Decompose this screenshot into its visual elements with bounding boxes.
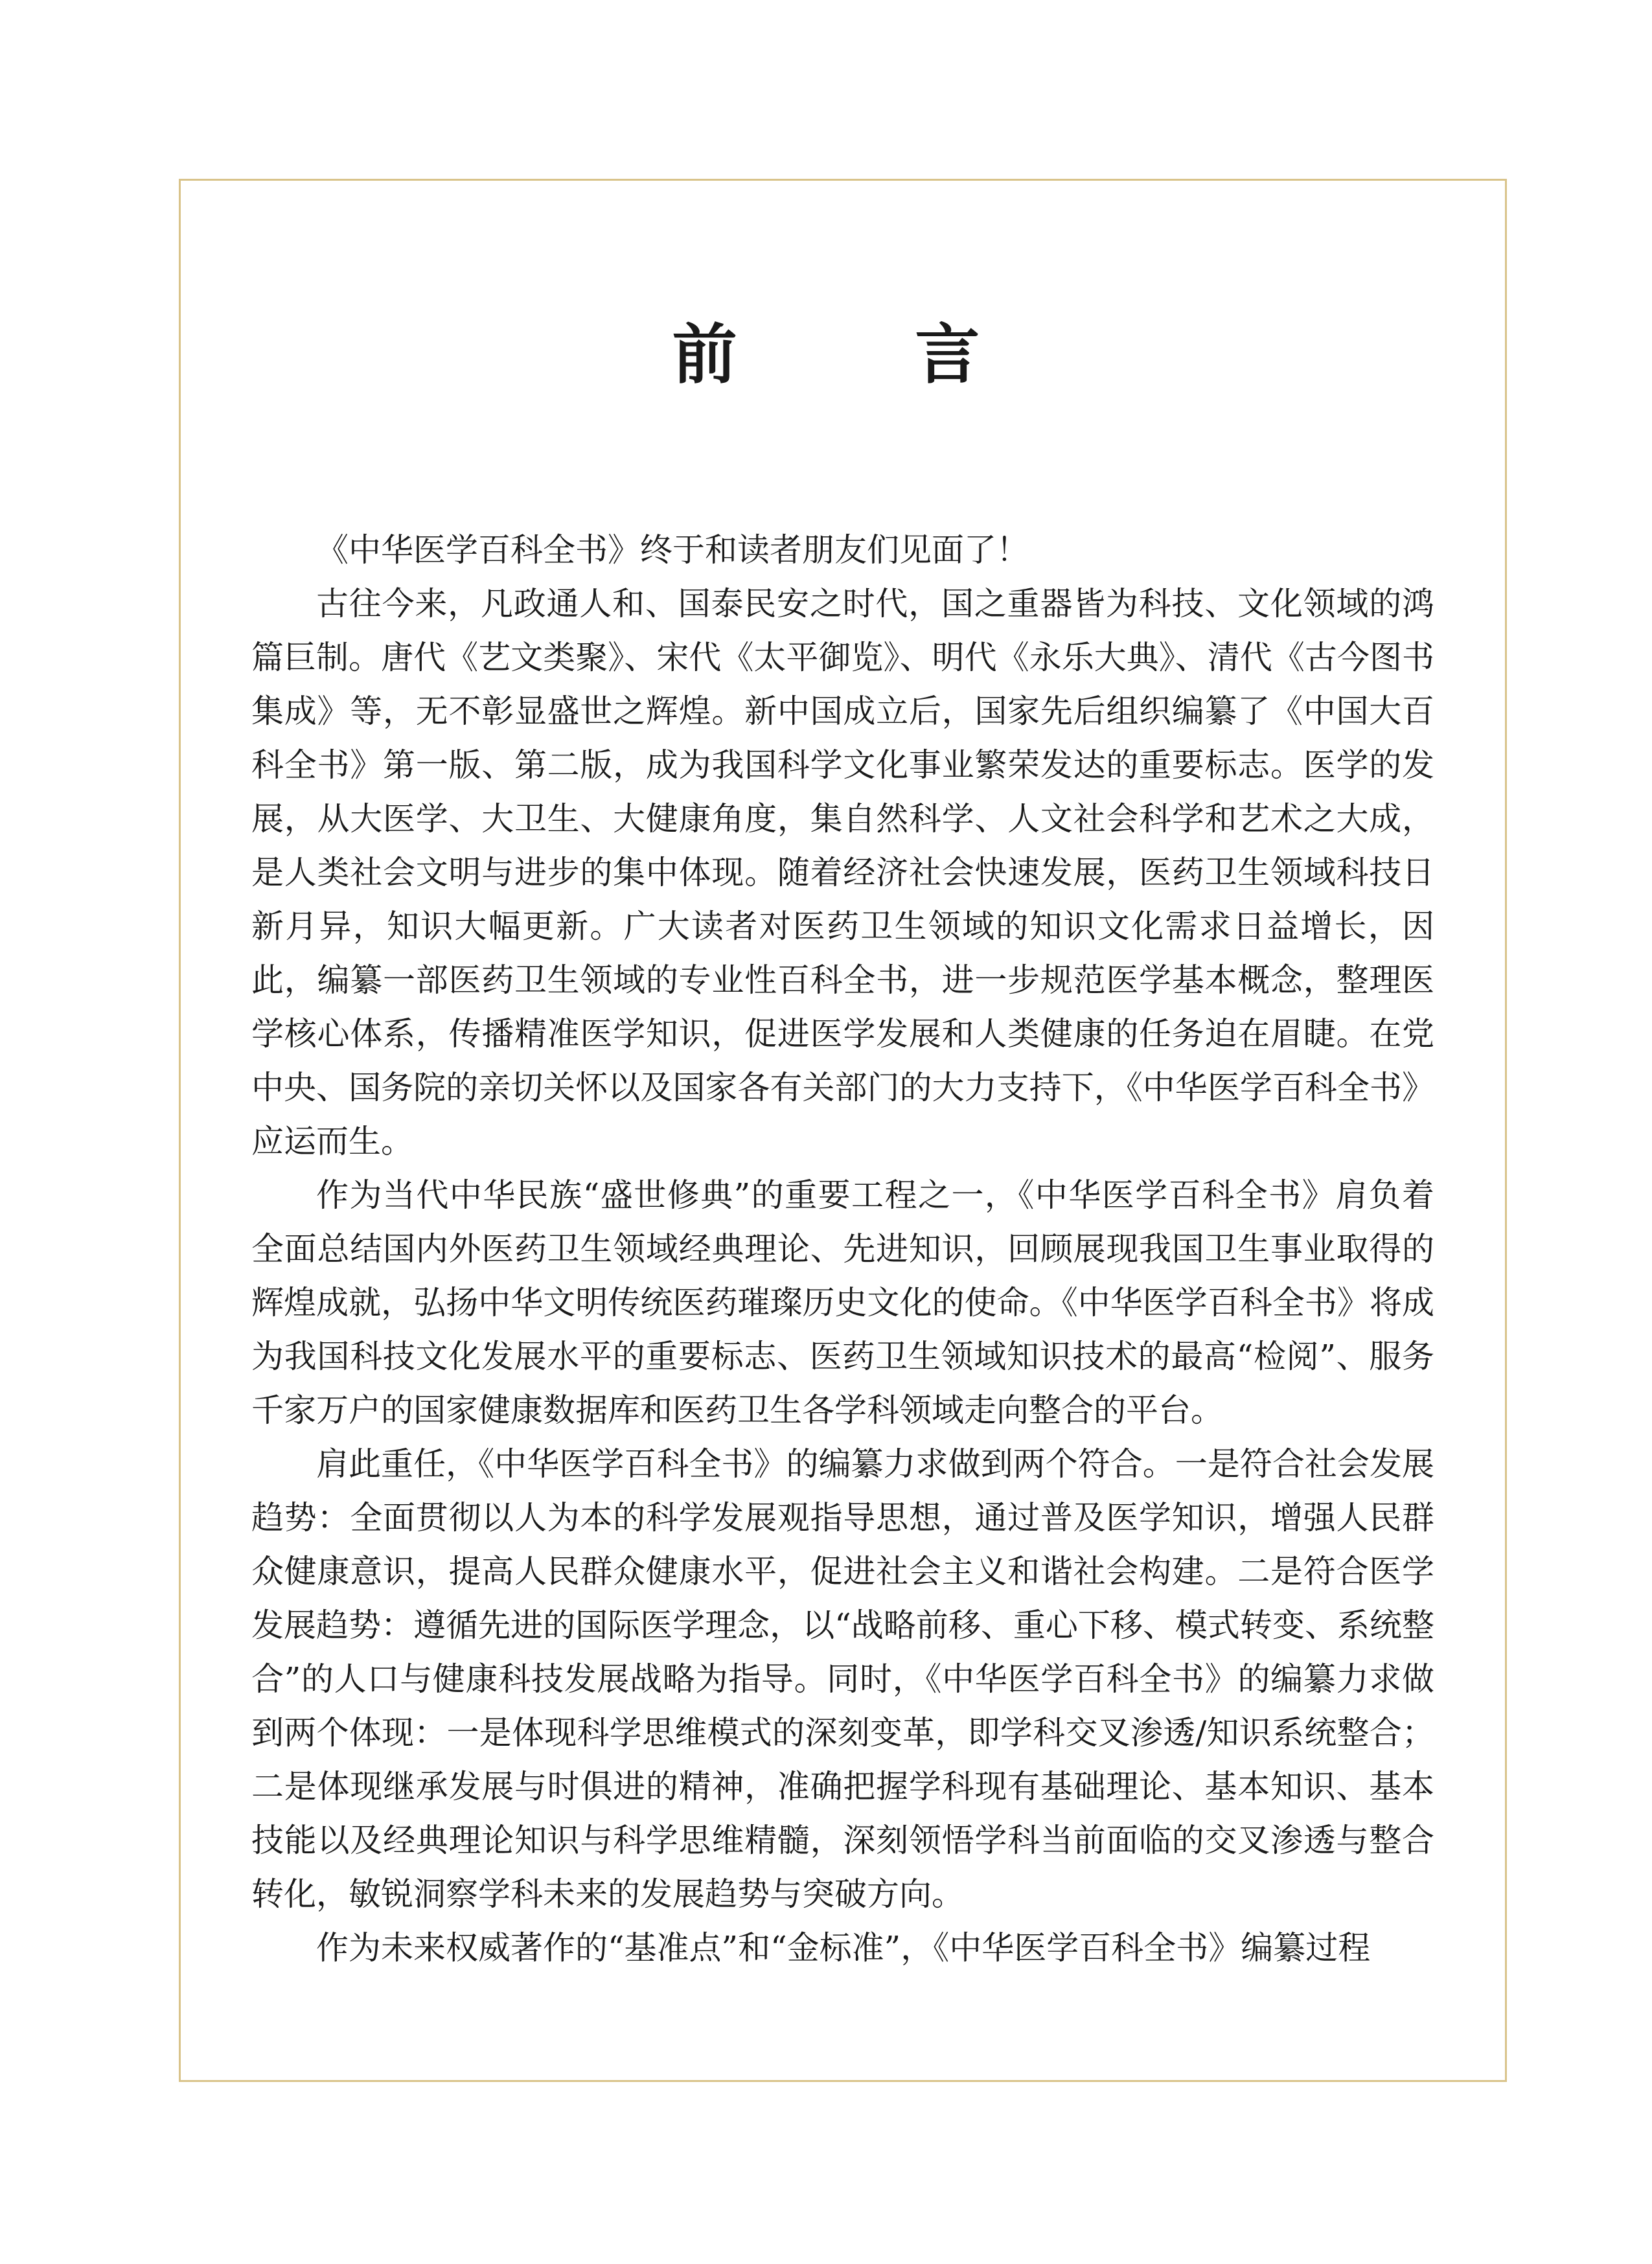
preface-body (251, 523, 1434, 1975)
paragraph-principles: 肩此重任，《中华医学百科全书》的编纂力求做到两个符合。一是符合社会发展趋势：全面贯彻以人为本的科学发展观指导思想，通过普及医学知识，增强人民群众健康意识，提高人民群众健康水平，促进社会主义和谐社会构建。二是符合医学发展趋势：遵循先进的国际医学理念，以“战略前移、重心下移、模式转变、系统整合”的人口与健康科技发展战略为指导。同时，《中华医学百科全书》的编纂力求做到两个体现：一是体现科学思维模式的深刻变革，即学科交叉渗透/知识系统整合；二是体现继承发展与时俱进的精神，准确把握学科现有基础理论、基本知识、基本技能以及经典理论知识与科学思维精髓，深刻领悟学科当前面临的交叉渗透与整合转化，敏锐洞察学科未来的发展趋势与突破方向。 (251, 1445, 1434, 1913)
page-title: 前 言 (672, 316, 1058, 393)
paragraph-mission: 作为当代中华民族“盛世修典”的重要工程之一，《中华医学百科全书》肩负着全面总结国内外医药卫生领域经典理论、先进知识，回顾展现我国卫生事业取得的辉煌成就，弘扬中华文明传统医药璀璨历史文化的使命。《中华医学百科全书》将成为我国科技文化发展水平的重要标志、医药卫生领域知识技术的最高“检阅”、服务千家万户的国家健康数据库和医药卫生各学科领域走向整合的平台。 (251, 1176, 1434, 1429)
paragraph-history: 古往今来，凡政通人和、国泰民安之时代，国之重器皆为科技、文化领域的鸿篇巨制。唐代《艺文类聚》、宋代《太平御览》、明代《永乐大典》、清代《古今图书集成》等，无不彰显盛世之辉煌。新中国成立后，国家先后组织编纂了《中国大百科全书》第一版、第二版，成为我国科学文化事业繁荣发达的重要标志。医学的发展，从大医学、大卫生、大健康角度，集自然科学、人文社会科学和艺术之大成，是人类社会文明与进步的集中体现。随着经济社会快速发展，医药卫生领域科技日新月异，知识大幅更新。广大读者对医药卫生领域的知识文化需求日益增长，因此，编纂一部医药卫生领域的专业性百科全书，进一步规范医学基本概念，整理医学核心体系，传播精准医学知识，促进医学发展和人类健康的任务迫在眉睫。在党中央、国务院的亲切关怀以及国家各有关部门的大力支持下，《中华医学百科全书》应运而生。 (251, 585, 1434, 1160)
paragraph-intro: 《中华医学百科全书》终于和读者朋友们见面了！ (316, 531, 1029, 569)
paragraph-standard: 作为未来权威著作的“基准点”和“金标准”，《中华医学百科全书》编纂过程 (316, 1929, 1371, 1967)
